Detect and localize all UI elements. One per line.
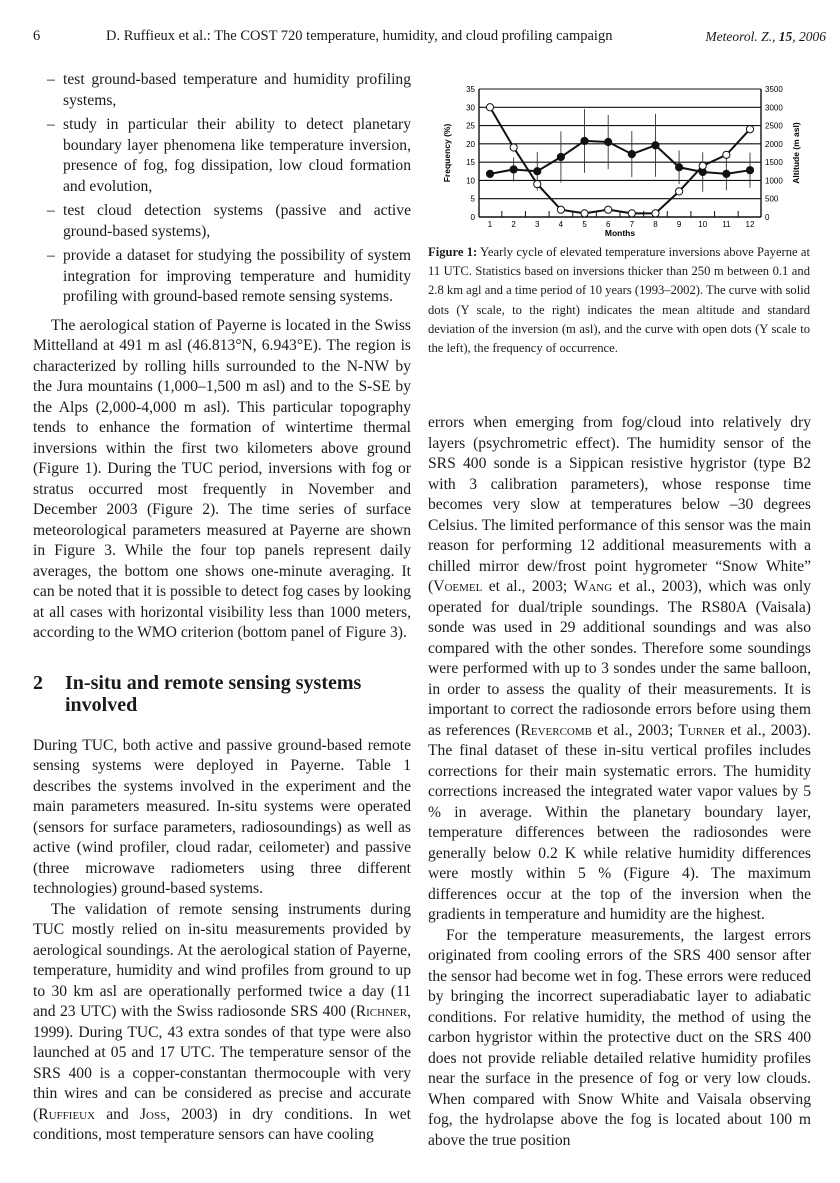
paragraph-tuc-systems: During TUC, both active and passive ground-based remote sensing systems were deployed in Payerne. Table 1 describes the systems involved in the experiment and the main parameters measured. In-situ systems were operated (sensors for surface parameters, radiosoundings) as well as active (wind profiler, cloud radar, ceilometer) and passive (three microwave radiometers using three different technologies) ground-based systems. (33, 736, 411, 897)
journal-volume: 15 (778, 29, 793, 44)
figure-1-caption (428, 243, 810, 358)
paragraph-humidity-sensor (428, 413, 811, 926)
y-tick-label: 25 (466, 121, 475, 131)
y2-axis-label: Altitude (m asl) (791, 122, 801, 184)
journal-citation (705, 29, 826, 45)
frequency-point (652, 210, 659, 217)
y2-tick-label: 1500 (765, 158, 783, 168)
frequency-point (723, 151, 730, 158)
list-item-text: test cloud detection systems (passive and active ground-based systems), (63, 202, 411, 240)
list-item (47, 115, 411, 197)
text-run: , 2003) in dry conditions. In wet conditions, most temperature sensors can have cooling (33, 1105, 411, 1143)
dash-bullet: – (47, 202, 55, 219)
altitude-point (486, 170, 493, 177)
citation-author: Voemel (433, 578, 483, 595)
citation-author: Wang (573, 578, 613, 595)
citation-author: Richner (355, 1003, 408, 1020)
text-run: , 1999). During TUC, 43 extra sondes of that type were also launched at 05 and 17 UTC. The temperature sensor of the SRS 400 is a copper-constantan thermocouple with very thin wires and can be considered as precise and accurate ( (33, 1003, 411, 1123)
journal-name: Meteorol. Z., (705, 29, 779, 44)
y2-tick-label: 500 (765, 194, 779, 204)
altitude-point (723, 170, 730, 177)
x-tick-label: 3 (535, 220, 540, 229)
x-tick-label: 11 (722, 220, 731, 229)
x-tick-label: 6 (605, 220, 611, 229)
x-tick-label: 12 (745, 220, 755, 229)
caption-label: Figure 1: (428, 245, 478, 259)
y2-tick-label: 3500 (765, 85, 783, 94)
x-tick-label: 10 (698, 220, 708, 229)
chart-svg (430, 78, 830, 248)
altitude-point (675, 164, 682, 171)
list-item-text: study in particular their ability to detect planetary boundary layer phenomena like temperature inversion, presence of fog, fog dissipation, low cloud formation and evolution, (63, 116, 411, 195)
y-tick-label: 10 (466, 176, 475, 186)
section-title: In-situ and remote sensing systems involved (65, 671, 362, 716)
altitude-point (534, 168, 541, 175)
x-tick-label: 9 (676, 220, 682, 229)
text-run: et al., 2003; (592, 721, 679, 739)
caption-text: Yearly cycle of elevated temperature inversions above Payerne at 11 UTC. Statistics based on inversions thicker than 250 m between 0.1 and 2.8 km agl and a time period of 10 years (1993–2002). The curve with solid dots (Y scale, to the right) indicates the mean altitude and standard deviation of the inversion (m asl), and the curve with open dots (Y scale to the left), the frequency of occurrence. (428, 245, 810, 356)
list-item-text: test ground-based temperature and humidity profiling systems, (63, 71, 411, 109)
running-title: D. Ruffieux et al.: The COST 720 temperature, humidity, and cloud profiling campaign (106, 28, 613, 44)
page-number: 6 (33, 28, 41, 44)
citation-author: Joss (139, 1105, 167, 1123)
right-column (428, 413, 811, 1151)
frequency-point (675, 188, 682, 195)
figure-1-chart (430, 78, 830, 248)
citation-author: Revercomb (520, 721, 592, 739)
x-tick-label: 1 (487, 220, 493, 229)
y-tick-label: 30 (466, 103, 475, 113)
series-lines (490, 107, 750, 213)
paragraph-payerne-station: The aerological station of Payerne is located in the Swiss Mittelland at 491 m asl (46.813°N, 6.943°E). The region is characterized by rolling hills surrounded to the N-NW by the Jura mountains (1,000–1,500 m asl) and to the S-SE by the Alps (2,000-4,000 m asl). This particular topography tends to enhance the formation of wintertime thermal inversions within the first two kilometers above ground (Figure 1). During the TUC period, inversions with fog or stratus occurred most frequently in November and December 2003 (Figure 2). The time series of surface meteorological parameters measured at Payerne are shown in Figure 3. While the four top panels represent daily averages, the bottom one shows one-minute averaging. It can be noted that it is possible to detect fog cases by looking at all cases with horizontal visibility less than 1000 meters, according to the WMO criterion (bottom panel of Figure 3). (33, 316, 411, 641)
y-tick-label: 5 (470, 194, 475, 204)
altitude-point (581, 137, 588, 144)
x-tick-label: 2 (511, 220, 516, 229)
altitude-point (628, 150, 635, 157)
citation-author: Ruffieux (38, 1105, 96, 1123)
frequency-point (486, 104, 493, 111)
y2-tick-label: 2500 (765, 121, 783, 131)
x-tick-label: 5 (582, 220, 587, 229)
altitude-point (652, 142, 659, 149)
objectives-list (33, 70, 411, 308)
paragraph-validation (33, 900, 411, 1146)
y-tick-label: 20 (466, 139, 475, 149)
y2-tick-label: 0 (765, 213, 770, 222)
y-tick-label: 0 (470, 213, 475, 222)
altitude-point (605, 138, 612, 145)
text-run: errors when emerging from fog/cloud into relatively dry layers (psychrometric effect). The humidity sensor of the SRS 400 sonde is a Sippican resistive hygristor (type B2 with 3 calibration parameters), whose response time becomes very slow at temperatures below –30 degrees Celsius. The limited performance of this sensor was the main reason for performing 12 additional measurements with a chilled mirror dew/frost point hygrometer “Snow White” ( (428, 414, 811, 595)
x-tick-label: 4 (558, 220, 564, 229)
list-item (47, 246, 411, 308)
text-run: et al., 2003). The final dataset of these in-situ vertical profiles includes corrections for their main systematic errors. The humidity corrections increased the integrated water vapor values by 5 % in average. Within the planetary boundary layer, temperature differences between the radiosondes were generally below 0.2 K while relative humidity differences were mostly within 5 % (Figure 4). The maximum differences occur at the top of the inversion when the gradients in temperature and humidity are the highest. (428, 721, 812, 923)
section-heading (33, 672, 411, 716)
y-axis-label: Frequency (%) (442, 123, 452, 183)
x-tick-label: 7 (629, 220, 635, 229)
altitude-point (557, 153, 564, 160)
frequency-point (699, 162, 706, 169)
frequency-point (534, 180, 541, 187)
y2-tick-label: 1000 (765, 176, 783, 186)
journal-year: , 2006 (792, 29, 826, 44)
x-axis-label: Months (604, 228, 636, 238)
gridlines (479, 89, 761, 217)
altitude-point (746, 167, 753, 174)
tick-labels (466, 85, 783, 229)
list-item-text: provide a dataset for studying the possibility of system integration for improving temperature and humidity profiling with ground-based remote sensing systems. (63, 247, 411, 305)
x-tick-label: 8 (653, 220, 658, 229)
section-number: 2 (33, 671, 43, 694)
dash-bullet: – (47, 116, 55, 133)
frequency-point (605, 206, 612, 213)
y-tick-label: 35 (466, 85, 475, 94)
frequency-point (746, 126, 753, 133)
text-run: and (95, 1105, 140, 1123)
frequency-point (628, 210, 635, 217)
frequency-point (581, 210, 588, 217)
y2-tick-label: 3000 (765, 103, 783, 113)
text-run: et al., 2003; (482, 578, 574, 595)
frequency-line (490, 107, 750, 213)
left-column (33, 70, 411, 1146)
dash-bullet: – (47, 247, 55, 264)
frequency-point (510, 144, 517, 151)
running-header (0, 28, 840, 48)
text-run: The validation of remote sensing instruments during TUC mostly relied on in-situ measurements provided by aerological soundings. At the aerological station of Payerne, temperature, humidity and wind profiles from ground to up to 30 km asl are operationally performed twice a day (11 and 23 UTC) with the Swiss radiosonde SRS 400 ( (33, 900, 411, 1020)
y-tick-label: 15 (466, 158, 475, 168)
y2-tick-label: 2000 (765, 139, 783, 149)
citation-author: Turner (678, 721, 726, 739)
paragraph-temperature-errors: For the temperature measurements, the largest errors originated from cooling errors of the SRS 400 sensor after the sensor had become wet in fog. These errors were reduced by bringing the incorrect superadiabatic layer to adiabatic conditions. For relative humidity, the method of using the carbon hygristor within the protective duct on the SRS 400 does not provide reliable detailed relative humidity profiles near the surface in the presence of fog or very low clouds. When compared with Snow White and Vaisala observing fog, the hydrolapse above the fog is located about 100 m above the true position (428, 926, 811, 1149)
list-item (47, 70, 411, 111)
list-item (47, 201, 411, 242)
frequency-point (557, 206, 564, 213)
dash-bullet: – (47, 71, 55, 88)
text-run: et al., 2003), which was only operated for dual/triple soundings. The RS80A (Vaisala) sonde was used in 29 additional soundings and was also compared with the other sondes. Therefore some soundings were performed with up to 3 sondes under the same balloon, in order to assess the quality of their measurements. It is important to correct the radiosonde errors before using them as references ( (428, 578, 812, 739)
altitude-point (510, 166, 517, 173)
altitude-line (490, 141, 750, 174)
